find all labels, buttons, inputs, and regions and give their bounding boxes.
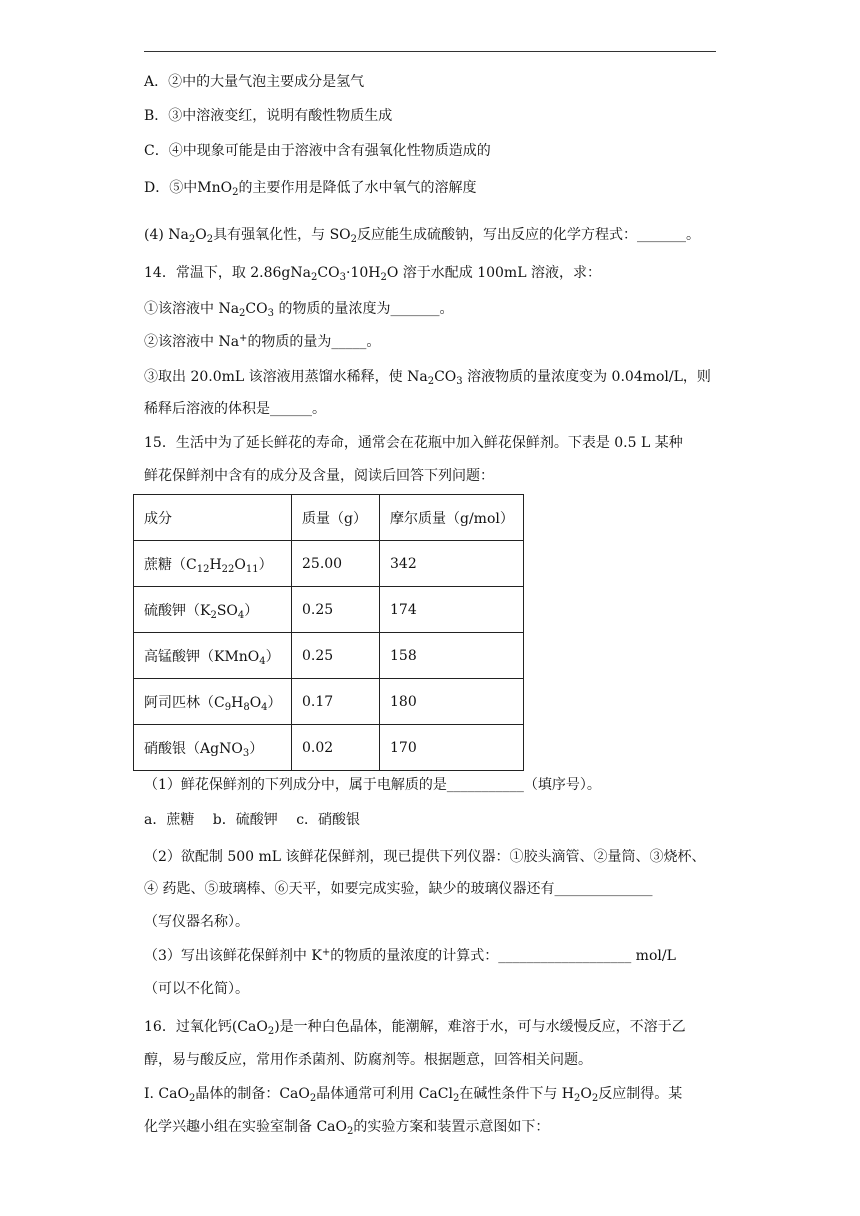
option-c: C．④中现象可能是由于溶液中含有强氧化性物质造成的	[144, 143, 491, 159]
question-16-line-4: 化学兴趣小组在实验室制备 CaO$_2$的实验方案和装置示意图如下：	[144, 1119, 550, 1137]
question-15-part-2: （2）欲配制 500 mL 该鲜花保鲜剂，现已提供下列仪器：①胶头滴管、②量筒、③烧杯、	[144, 849, 706, 865]
question-14-part-1: ①该溶液中 $Na_2CO_3$ 的物质的量浓度为_______。	[144, 301, 454, 319]
option-d: D．⑤中MnO$_2$的主要作用是降低了水中氧气的溶解度	[144, 180, 477, 198]
table-header-cell: 摩尔质量（g/mol）	[380, 495, 524, 541]
question-15-part-2-cont: ④ 药匙、⑤玻璃棒、⑥天平，如要完成实验，缺少的玻璃仪器还有______________	[144, 881, 653, 897]
question-14-part-3: ③取出 20.0mL 该溶液用蒸馏水稀释，使 $Na_2CO_3$ 溶液物质的量浓度变为 0.04mol/L，则	[144, 369, 711, 387]
table-cell-name: 蔗糖$(C_{12}H_{22}O_{11})$	[134, 541, 292, 587]
table-cell-molar: 180	[380, 679, 524, 725]
table-cell-molar: 158	[380, 633, 524, 679]
question-15-part-3: （3）写出该鲜花保鲜剂中 K+的物质的量浓度的计算式：___________________ mol/L	[144, 947, 676, 964]
table-header-cell: 成分	[134, 495, 292, 541]
question-16-line-2: 醇，易与酸反应，常用作杀菌剂、防腐剂等。根据题意，回答相关问题。	[144, 1052, 592, 1068]
table-cell-mass: 25.00	[292, 541, 380, 587]
header-rule	[144, 51, 716, 52]
table-cell-name: 硝酸银（AgNO$_3$）	[134, 725, 292, 771]
question-16-line-3: I. CaO$_2$晶体的制备：CaO$_2$晶体通常可利用 CaCl$_2$在碱性条件下与 $H_2O_2$反应制得。某	[144, 1086, 683, 1104]
ingredient-table	[133, 494, 524, 771]
question-15-intro-2: 鲜花保鲜剂中含有的成分及含量，阅读后回答下列问题：	[144, 468, 494, 484]
table-cell-molar: 342	[380, 541, 524, 587]
question-14-part-3-cont: 稀释后溶液的体积是______。	[144, 401, 326, 417]
question-16-line-1: 16．过氧化钙(CaO$_2$)是一种白色晶体，能潮解，难溶于水，可与水缓慢反应，不溶于乙	[144, 1019, 686, 1037]
table-row	[134, 587, 524, 633]
question-15-part-2-end: （写仪器名称）。	[144, 914, 249, 930]
table-cell-name: 高锰酸钾（KMnO$_4$）	[134, 633, 292, 679]
table-header-row	[134, 495, 524, 541]
table-cell-mass: 0.17	[292, 679, 380, 725]
option-b: B．③中溶液变红，说明有酸性物质生成	[144, 108, 393, 124]
question-15-part-3-end: （可以不化简）。	[144, 981, 249, 997]
table-row	[134, 725, 524, 771]
table-row	[134, 633, 524, 679]
table-cell-name: 阿司匹林$(C_9H_8O_4)$	[134, 679, 292, 725]
table-cell-name: 硫酸钾$(K_2SO_4)$	[134, 587, 292, 633]
question-15-intro-1: 15．生活中为了延长鲜花的寿命，通常会在花瓶中加入鲜花保鲜剂。下表是 0.5 L 某种	[144, 435, 683, 451]
table-cell-molar: 174	[380, 587, 524, 633]
table-cell-molar: 170	[380, 725, 524, 771]
question-14-part-2: ②该溶液中 Na+的物质的量为_____。	[144, 333, 381, 350]
table-cell-mass: 0.02	[292, 725, 380, 771]
table-cell-mass: 0.25	[292, 587, 380, 633]
subquestion-4: (4) $Na_2O_2$具有强氧化性，与 $SO_2$反应能生成硫酸钠，写出反应的化学方程式：_______。	[144, 227, 701, 245]
option-a: A．②中的大量气泡主要成分是氢气	[144, 74, 365, 90]
table-header-cell: 质量（g）	[292, 495, 380, 541]
question-15-part-1: （1）鲜花保鲜剂的下列成分中，属于电解质的是___________（填序号）。	[144, 777, 601, 793]
question-14-intro: 14．常温下，取 $2.86gNa_2CO_3\cdot 10H_2O$ 溶于水配成 100mL 溶液，求：	[144, 265, 601, 283]
question-15-part-1-options: a．蔗糖 b．硫酸钾 c．硝酸银	[144, 812, 361, 828]
table-row	[134, 541, 524, 587]
table-cell-mass: 0.25	[292, 633, 380, 679]
table-row	[134, 679, 524, 725]
